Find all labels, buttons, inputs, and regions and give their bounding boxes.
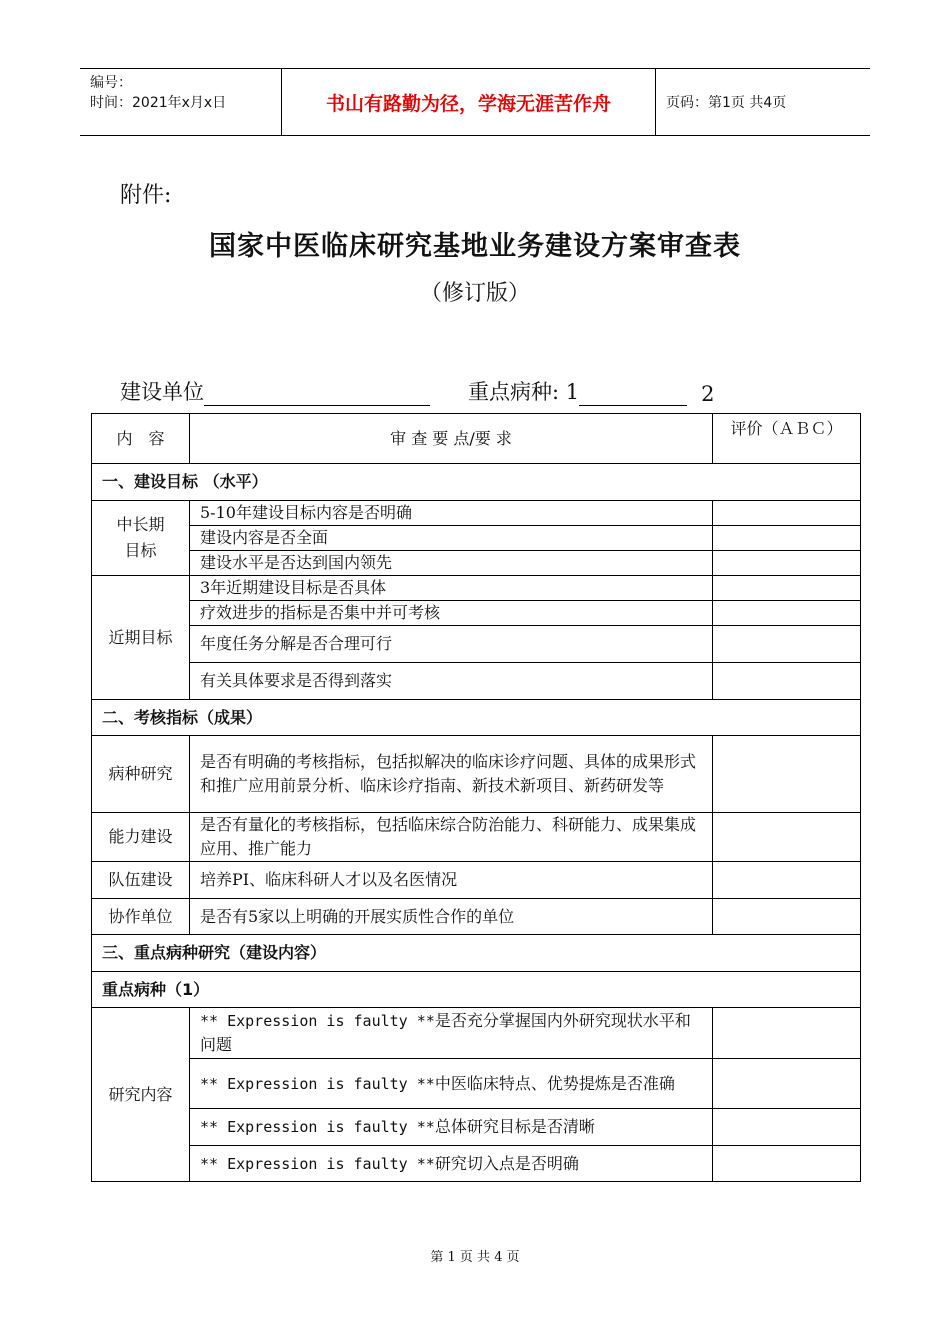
page-footer: 第 1 页 共 4 页 [430,1250,520,1265]
section-row [92,700,861,736]
disease-second: 2 [701,382,715,406]
table-header-row [92,414,861,464]
category-partners: 协作单位 [92,899,190,935]
table-row [92,1146,861,1182]
rating-cell[interactable] [713,736,861,813]
rating-cell[interactable] [713,1059,861,1109]
table-row [92,601,861,626]
rating-cell[interactable] [713,899,861,935]
category-research-content: 研究内容 [92,1008,190,1182]
header-page-info: 页码：第1页 共4页 [666,95,787,111]
header-rating: 评价（ＡＢＣ） [713,414,861,464]
page-header [80,68,870,136]
category-team: 队伍建设 [92,862,190,899]
rating-cell[interactable] [713,576,861,601]
table-row [92,1059,861,1109]
item-text: 建设内容是否全面 [190,526,713,551]
rating-cell[interactable] [713,663,861,700]
rating-cell[interactable] [713,526,861,551]
table-row [92,736,861,813]
rating-cell[interactable] [713,1008,861,1059]
item-text: 建设水平是否达到国内领先 [190,551,713,576]
time-label: 时间：2021年x月x日 [90,95,227,111]
item-text: 5-10年建设目标内容是否明确 [190,501,713,526]
table-row [92,1008,861,1059]
section-goal: 一、建设目标 （水平） [92,464,861,501]
section-disease-1: 重点病种（1） [92,972,861,1008]
section-disease-research: 三、重点病种研究（建设内容） [92,935,861,972]
table-row [92,862,861,899]
category-disease-research: 病种研究 [92,736,190,813]
category-mid-long: 中长期目标 [92,501,190,576]
table-row [92,813,861,862]
section-row [92,935,861,972]
item-text: 年度任务分解是否合理可行 [190,626,713,663]
item-text: 是否有量化的考核指标，包括临床综合防治能力、科研能力、成果集成应用、推广能力 [190,813,713,862]
section-row [92,972,861,1008]
table-row [92,551,861,576]
section-assessment: 二、考核指标（成果） [92,700,861,736]
header-review: 审 查 要 点/要 求 [190,414,713,464]
category-short: 近期目标 [92,576,190,700]
rating-cell[interactable] [713,1146,861,1182]
item-text: 疗效进步的指标是否集中并可考核 [190,601,713,626]
rating-cell[interactable] [713,1109,861,1146]
table-row [92,501,861,526]
item-text: ** Expression is faulty **总体研究目标是否清晰 [190,1109,713,1146]
item-text: 有关具体要求是否得到落实 [190,663,713,700]
rating-cell[interactable] [713,551,861,576]
review-table [91,413,861,1182]
serial-number-label: 编号： [90,75,132,91]
attachment-label: 附件: [120,183,172,208]
disease-blank[interactable] [579,383,687,406]
item-text: 培养PI、临床科研人才以及名医情况 [190,862,713,899]
item-text: ** Expression is faulty **是否充分掌握国内外研究现状水平和问题 [190,1008,713,1059]
rating-cell[interactable] [713,601,861,626]
item-text: 是否有明确的考核指标，包括拟解决的临床诊疗问题、具体的成果形式和推广应用前景分析、临床诊疗指南、新技术新项目、新药研发等 [190,736,713,813]
table-row [92,526,861,551]
header-content: 内 容 [92,414,190,464]
rating-cell[interactable] [713,626,861,663]
item-text: 是否有5家以上明确的开展实质性合作的单位 [190,899,713,935]
item-text: ** Expression is faulty **研究切入点是否明确 [190,1146,713,1182]
rating-cell[interactable] [713,813,861,862]
section-row [92,464,861,501]
category-capacity: 能力建设 [92,813,190,862]
table-row [92,899,861,935]
header-meta [80,69,282,135]
unit-blank[interactable] [204,383,430,406]
document-title: 国家中医临床研究基地业务建设方案审查表 [209,231,741,262]
item-text: 3年近期建设目标是否具体 [190,576,713,601]
document-subtitle: （修订版） [419,281,530,306]
rating-cell[interactable] [713,862,861,899]
rating-cell[interactable] [713,501,861,526]
table-row [92,1109,861,1146]
table-row [92,663,861,700]
disease-label: 重点病种: 1 [468,380,580,404]
item-text: ** Expression is faulty **中医临床特点、优势提炼是否准确 [190,1059,713,1109]
table-row [92,576,861,601]
unit-line [120,376,715,406]
table-row [92,626,861,663]
unit-label: 建设单位 [120,380,204,404]
header-motto: 书山有路勤为径，学海无涯苦作舟 [282,69,656,135]
